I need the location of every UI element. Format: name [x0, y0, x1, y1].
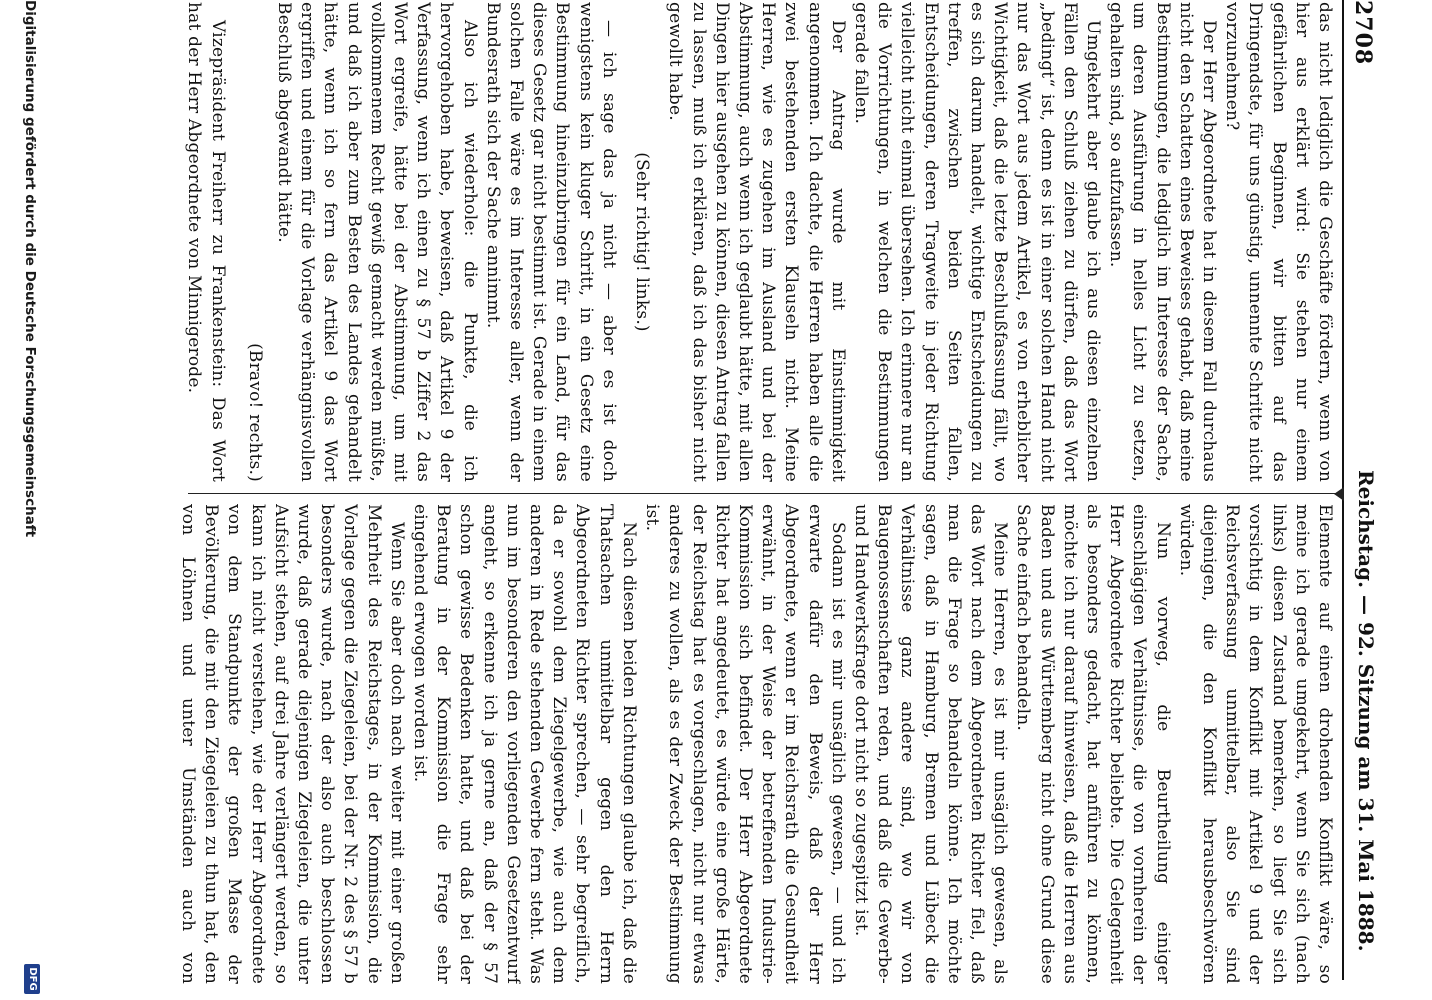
paragraph: Der Antrag wurde mit Einstimmigkeit angenommen. Ich dachte, die Herren haben alle die zwei bestehenden ersten Klauseln nicht. Meine Herren, wie es zugehen im Ausland und bei der Abstimmung, auch wenn ich geglaubt hätte, mit allen Dingen hier ausgehen zu können, diesen Antrag fallen zu lassen, muß ich erklären, daß ich das bisher nicht gewollt habe.	[665, 2, 848, 482]
page-header	[1338, 0, 1378, 1000]
paragraph: Elemente auf einen drohenden Konflikt wäre, so meine ich gerade umgekehrt, wenn Sie sich (nach links) diesen Zustand bemerken, so liegt Sie sich vorsichtig in dem Konflikt mit Artikel 9 und der Reichsverfassung unmittelbar, also Sie sind diejenigen, die den Konflikt herausbeschwören würden.	[1175, 504, 1335, 984]
paragraph: Wenn Sie aber doch nach weiter mit einer großen Mehrheit des Reichstages, in der Kommission, die Vorlage gegen die Ziegeleien, bei der Nr. 2 des § 57 b besonders wurde, nach der also auch beschlossen wurde, daß gerade diejenigen Ziegeleien, die unter Aufsicht stehen, auf drei Jahre verlängert werden, so kann ich nicht verstehen, wie der Herr Abgeordnete von dem Standpunkte der großen Masse der Bevölkerung, die mit den Ziegeleien zu thun hat, den von Löhnen und unter Umständen auch von	[178, 504, 407, 984]
paragraph: Der Herr Abgeordnete hat in diesem Fall durchaus nicht den Schatten eines Beweises gehabt, daß meine Bestimmungen, die lediglich im Interesse der Sache, um deren Ausführung in helles Licht zu setzen, gehalten sind, so aufzufassen.	[1106, 2, 1219, 482]
paragraph: Meine Herren, es ist mir unsäglich gewesen, als das Wort nach dem Abgeordneten Richter fiel, daß man die Frage so behandeln könne. Ich möchte sagen, daß in Hamburg, Bremen und Lübeck die Verhältnisse ganz andere sind, wo wir von Baugenossenschaften reden, und daß die Gewerbe- und Handwerksfrage dort nicht so zugespitzt ist.	[850, 504, 1011, 984]
dfg-logo-icon: DFG	[24, 964, 40, 994]
paragraph: Sodann ist es mir unsäglich gewesen, — und ich erwarte dafür den Beweis, daß der Herr Abgeordnete, wenn er im Reichsrath die Gesundheit erwähnt, in der Weise der betreffenden Industrie-Kommission sich befindet. Der Herr Abgeordnete Richter hat angedeutet, es würde eine große Härte, der Reichstag hat es vorgeschlagen, nicht nur etwas anderes zu wollen, als es der Zweck der Bestimmung ist.	[642, 504, 848, 984]
interjection: (Sehr richtig! links.)	[632, 152, 653, 332]
column-separator	[188, 493, 1338, 494]
page-number: 2708	[1350, 0, 1376, 66]
paragraph: — ich sage das ja nicht — aber es ist doch wenigstens kein kluger Schritt, in ein Gesetz eine Bestimmung hineinzubringen für ein Land, für das dieses Gesetz gar nicht bestimmt ist. Gerade in einem solchen Falle wäre es im Interesse aller, wenn der Bundesrath sich der Sache annimmt.	[482, 2, 619, 482]
paragraph: Nach diesen beiden Richtungen glaube ich, daß die Thatsachen unmittelbar gegen den Herrn Abgeordneten Richter sprechen, — sehr begreiflich, da er sowohl dem Ziegelgewerbe, wie auch dem anderen in Rede stehenden Gewerbe fern steht. Was nun im besonderen den vorliegenden Gesetzentwurf angeht, so erkenne ich ja gerne an, daß der § 57 schon gewisse Bedenken hatte, und daß bei der Beratung in der Kommission die Frage sehr eingehend erwogen worden ist.	[410, 504, 639, 984]
speaker-announcement: Vizepräsident Freiherr zu Frankenstein: Das Wort hat der Herr Abgeordnete von Minnigerode.	[184, 2, 228, 482]
paragraph: Nun vorweg, die Beurtheilung einiger einschlägigen Verhältnisse, die von vornherein der Herr Abgeordnete Richter beliebte. Die Gelegenheit als besonders gedacht, hat anführen zu können, möchte ich nur darauf hinweisen, daß die Herren aus Baden und aus Württemberg nicht ohne Grund diese Sache einfach behandeln.	[1013, 504, 1173, 984]
running-title: Reichstag. — 92. Sitzung am 31. Mai 1888.	[1354, 470, 1378, 952]
funding-credit: Digitalisierung gefördert durch die Deutsche Forschungsgemeinschaft	[22, 0, 38, 538]
paragraph: Umgekehrt aber glaube ich aus diesen einzelnen Fällen den Schluß ziehen zu dürfen, daß das Wort „bedingt“ ist, denn es ist in einer solchen Hand nicht nur das Wort aus jedem Artikel, es von erheblicher Wichtigkeit, daß die letzte Beschlußfassung fällt, wo es sich darum handelt, wichtige Entscheidungen zu treffen, zwischen beiden Seiten fallen, Entscheidungen, deren Tragweite in jeder Richtung vielleicht nicht einmal übersehen. Ich erinnere nur an die Vorrichtungen, in welchen die Bestimmungen gerade fallen.	[850, 2, 1103, 482]
left-column	[176, 2, 1336, 482]
paragraph: das nicht lediglich die Geschäfte fördern, wenn von hier aus erklärt wird: Sie stehen nur einem gefährlichen Beginnen, wir bitten auf das Dringendste, für uns günstig, unnennte Schritte nicht vorzunehmen?	[1222, 2, 1335, 482]
column-separator-mark	[1334, 487, 1344, 501]
right-column	[176, 504, 1336, 984]
digitization-footer	[14, 0, 44, 1000]
paragraph: Also ich wiederhole: die Punkte, die ich hervorgehoben habe, beweisen, daß Artikel 9 der Verfassung, wenn ich einen zu § 57 b Ziffer 2 das Wort ergreife, hätte bei der Abstimmung, um mit vollkommenem Recht gewiß gemacht werden müßte, und daß ich aber zum Besten des Landes gehandelt hätte, wenn ich so fern das Artikel 9 das Wort ergriffen und einem für die Vorlage verhängnisvollen Beschluß abgewandt hätte.	[274, 2, 480, 482]
interjection: (Bravo! rechts.)	[244, 343, 265, 482]
